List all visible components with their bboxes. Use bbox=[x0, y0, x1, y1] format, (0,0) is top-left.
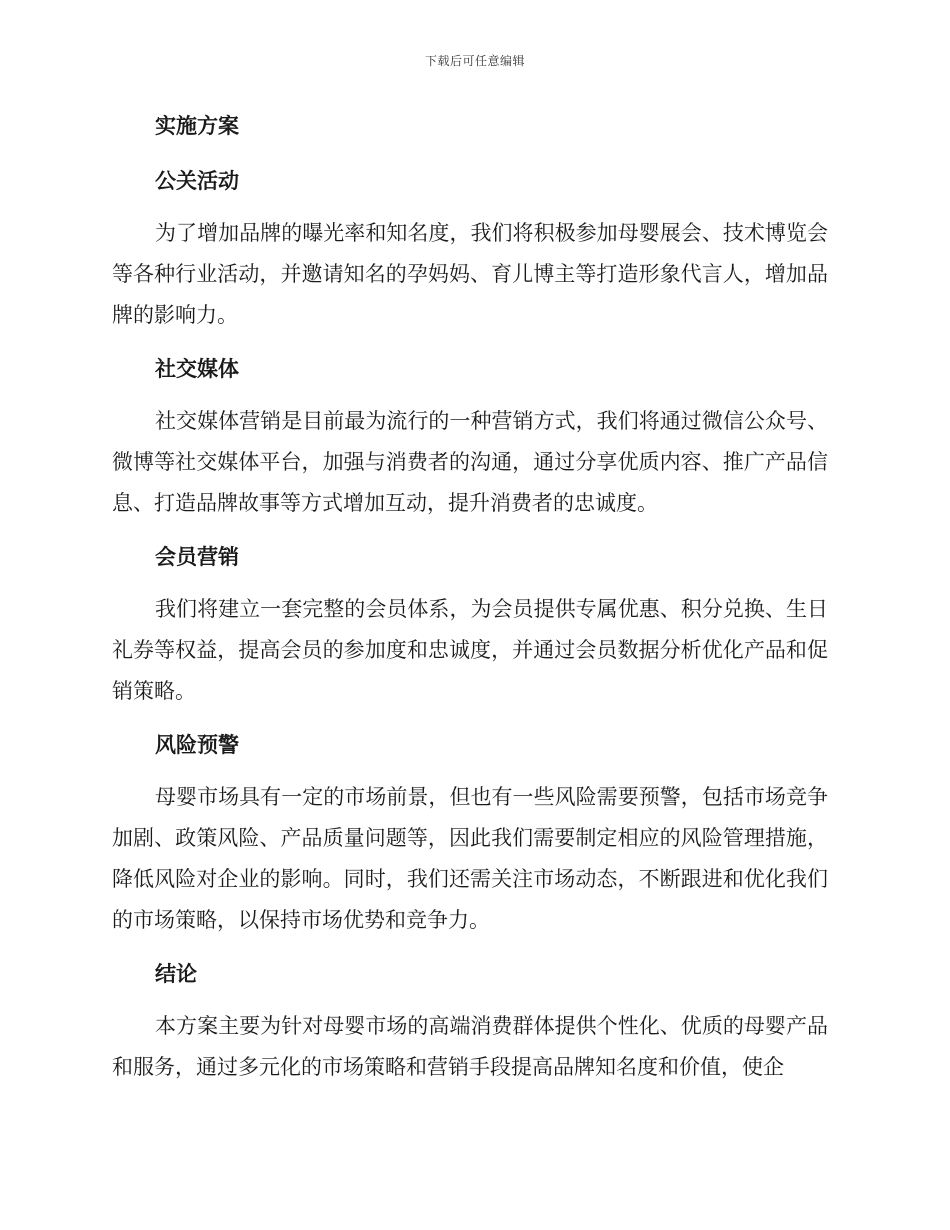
section-membership-marketing bbox=[112, 537, 828, 712]
section-paragraph: 母婴市场具有一定的市场前景，但也有一些风险需要预警，包括市场竞争加剧、政策风险、产品质量问题等，因此我们需要制定相应的风险管理措施，降低风险对企业的影响。同时，我们还需关注市场动态，不断跟进和优化我们的市场策略，以保持市场优势和竞争力。 bbox=[112, 785, 828, 932]
section-heading: 社交媒体 bbox=[155, 357, 239, 381]
section-paragraph: 本方案主要为针对母婴市场的高端消费群体提供个性化、优质的母婴产品和服务，通过多元化的市场策略和营销手段提高品牌知名度和价值，使企 bbox=[112, 1014, 828, 1079]
section-social-media bbox=[112, 349, 828, 524]
section-heading: 结论 bbox=[155, 962, 197, 986]
section-paragraph: 我们将建立一套完整的会员体系，为会员提供专属优惠、积分兑换、生日礼券等权益，提高会员的参加度和忠诚度，并通过会员数据分析优化产品和促销策略。 bbox=[112, 597, 828, 703]
section-paragraph: 为了增加品牌的曝光率和知名度，我们将积极参加母婴展会、技术博览会等各种行业活动，并邀请知名的孕妈妈、育儿博主等打造形象代言人，增加品牌的影响力。 bbox=[112, 221, 828, 327]
page-header: 下载后可任意编辑 bbox=[424, 54, 525, 68]
page-title: 实施方案 bbox=[155, 114, 239, 138]
section-paragraph: 社交媒体营销是目前最为流行的一种营销方式，我们将通过微信公众号、微博等社交媒体平台，加强与消费者的沟通，通过分享优质内容、推广产品信息、打造品牌故事等方式增加互动，提升消费者的忠诚度。 bbox=[112, 409, 828, 515]
section-conclusion bbox=[112, 954, 828, 1088]
section-heading: 风险预警 bbox=[155, 733, 239, 757]
section-heading: 会员营销 bbox=[155, 545, 239, 569]
section-risk-warning bbox=[112, 725, 828, 941]
document-body bbox=[112, 106, 828, 1101]
section-public-relations bbox=[112, 161, 828, 336]
section-heading: 公关活动 bbox=[155, 169, 239, 193]
